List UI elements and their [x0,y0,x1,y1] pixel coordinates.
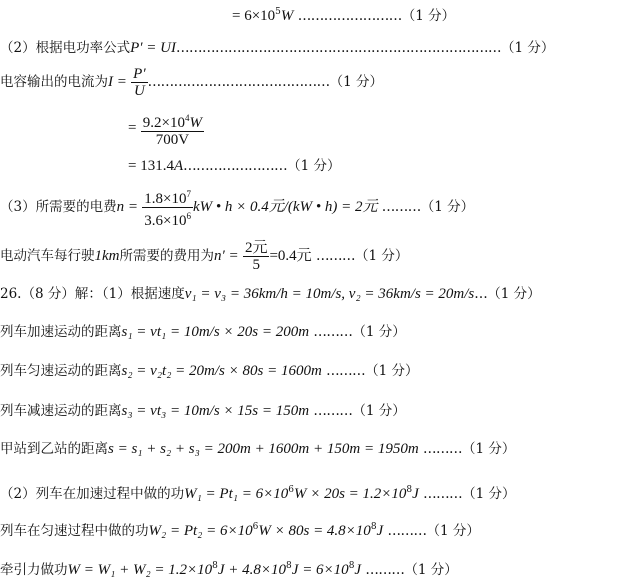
fraction [131,66,147,99]
leader-dots: ………………………………………………………………… [176,40,501,56]
label-text-2: 所需要的费用为 [119,248,214,264]
unit: W [280,8,294,24]
score: （1 分） [352,403,406,419]
line-uniform-work [0,519,480,539]
line-electricity-cost [0,186,475,229]
formula-part-a: W = W₁ + W₂ = 1.2×10 [67,562,213,578]
formula-rhs: =0.4元 [269,248,312,264]
score: （1 分） [501,40,555,56]
formula-rest: kW • h × 0.4元/(kW • h) = 2元 [192,199,378,215]
exponent: 6 [252,522,259,532]
label-text: 列车减速运动的距离 [0,403,122,419]
formula: s₂ = v₂t₂ = 20m/s × 80s = 1600m [121,363,322,379]
score: （1 分） [329,74,384,90]
formula-part-c: J = 6×10 [291,562,349,578]
exponent: 6 [186,211,191,221]
fraction [141,110,204,148]
line-accel-distance [0,324,406,340]
fraction [243,240,270,273]
score: （1 分） [487,286,541,302]
formula-part-b: W × 80s = 4.8×10 [258,523,371,539]
line-total-work [0,558,458,578]
score: （1 分） [287,158,341,174]
denominator [142,208,193,229]
numerator: P′ [133,66,146,82]
label-text: 电容输出的电流为 [0,74,108,90]
formula-part-c: J [376,523,384,539]
label-text: （2）列车在加速过程中做的功 [0,486,185,502]
numerator: 2元 [244,240,268,256]
denominator: 5 [252,257,260,273]
label-text: 牵引力做功 [0,562,68,578]
leader-dots: ……… [313,403,353,419]
formula-lhs: n′ = [214,248,239,264]
score: （1 分） [365,363,419,379]
leader-dots: ……… [423,486,463,502]
formula-lhs: I = [108,74,127,90]
label-text: （2）根据电功率公式 [0,40,131,56]
numerator [141,110,204,132]
score: （1 分） [404,562,458,578]
denominator: U [133,83,145,99]
score: （1 分） [461,441,516,457]
line-current-formula [0,62,383,102]
denominator: 700V [155,131,190,148]
formula-part-b: W × 20s = 1.2×10 [293,486,407,502]
eq-text: = 6×10 [232,8,276,24]
formula-part-d: J [354,562,362,578]
exponent: 4 [184,112,190,123]
exponent: 8 [212,561,218,571]
leader-dots: ……… [315,248,355,264]
exponent: 8 [370,522,377,532]
denominator-value: 3.6×10 [144,213,187,229]
label-text: （3）所需要的电费 [0,199,117,215]
formula: v₁ = v₃ = 36km/h = 10m/s, v₂ = 36km/s = 20m/s [184,286,475,302]
line-current-result [128,158,341,174]
exponent: 8 [348,561,355,571]
leader-dots: ……… [365,562,405,578]
line-total-distance [0,441,515,457]
line-cost-per-km [0,236,408,276]
formula: s = s₁ + s₂ + s₃ = 200m + 1600m + 150m = 1950m [108,441,419,457]
line-uniform-distance [0,363,419,379]
exponent: 6 [288,485,294,495]
unit: A [173,158,184,174]
score: （1 分） [426,523,480,539]
line-power-formula [0,40,554,56]
unit: W [189,114,202,131]
exponent: 8 [286,561,292,571]
score: （1 分） [462,486,516,502]
leader-dots: ……… [313,324,353,340]
line-power-result [232,4,455,24]
label-text: 甲站到乙站的距离 [0,441,108,457]
leader-dots: ……… [422,441,462,457]
exponent: 7 [186,189,191,199]
label-text: 列车加速运动的距离 [0,324,122,340]
formula-lhs: n = [116,199,138,215]
exponent: 8 [406,485,413,495]
score: （1 分） [420,199,475,215]
formula-part-a: W₂ = Pt₂ = 6×10 [148,523,253,539]
leader-dots: …………………… [297,8,402,24]
formula: P′ = UI [130,40,176,56]
formula: s₃ = vt₃ = 10m/s × 15s = 150m [121,403,310,419]
label-text: 26.（8 分）解：（1）根据速度 [0,286,185,302]
label-text: 列车在匀速过程中做的功 [0,523,149,539]
leader-dots: …………………………………… [147,74,330,90]
formula: s₁ = vt₁ = 10m/s × 20s = 200m [121,324,310,340]
line-current-substitution [128,108,204,148]
numerator-value: 9.2×10 [142,114,185,131]
score: （1 分） [401,8,456,24]
fraction [142,186,193,229]
score: （1 分） [352,324,406,340]
formula-part-a: W₁ = Pt₁ = 6×10 [184,486,289,502]
line-decel-distance [0,403,406,419]
label-text: 电动汽车每行驶 [0,248,95,264]
score: （1 分） [354,248,409,264]
label-text: 列车匀速运动的距离 [0,363,122,379]
line-accel-work [0,482,516,502]
eq-sign: = [128,120,137,136]
line-q26-speed [0,286,541,302]
formula-part-b: J + 4.8×10 [217,562,287,578]
leader-dots: ……… [326,363,366,379]
numerator-value: 1.8×10 [144,191,187,207]
formula-part-c: J [412,486,419,502]
leader-dots: …………………… [183,158,288,174]
numerator [142,186,193,208]
leader-dots: ……… [381,199,421,215]
distance: 1km [94,248,120,264]
eq-text: = 131.4 [128,158,174,174]
leader-dots: ……… [387,523,427,539]
leader-dots: … [474,286,488,302]
exponent: 5 [275,7,281,17]
